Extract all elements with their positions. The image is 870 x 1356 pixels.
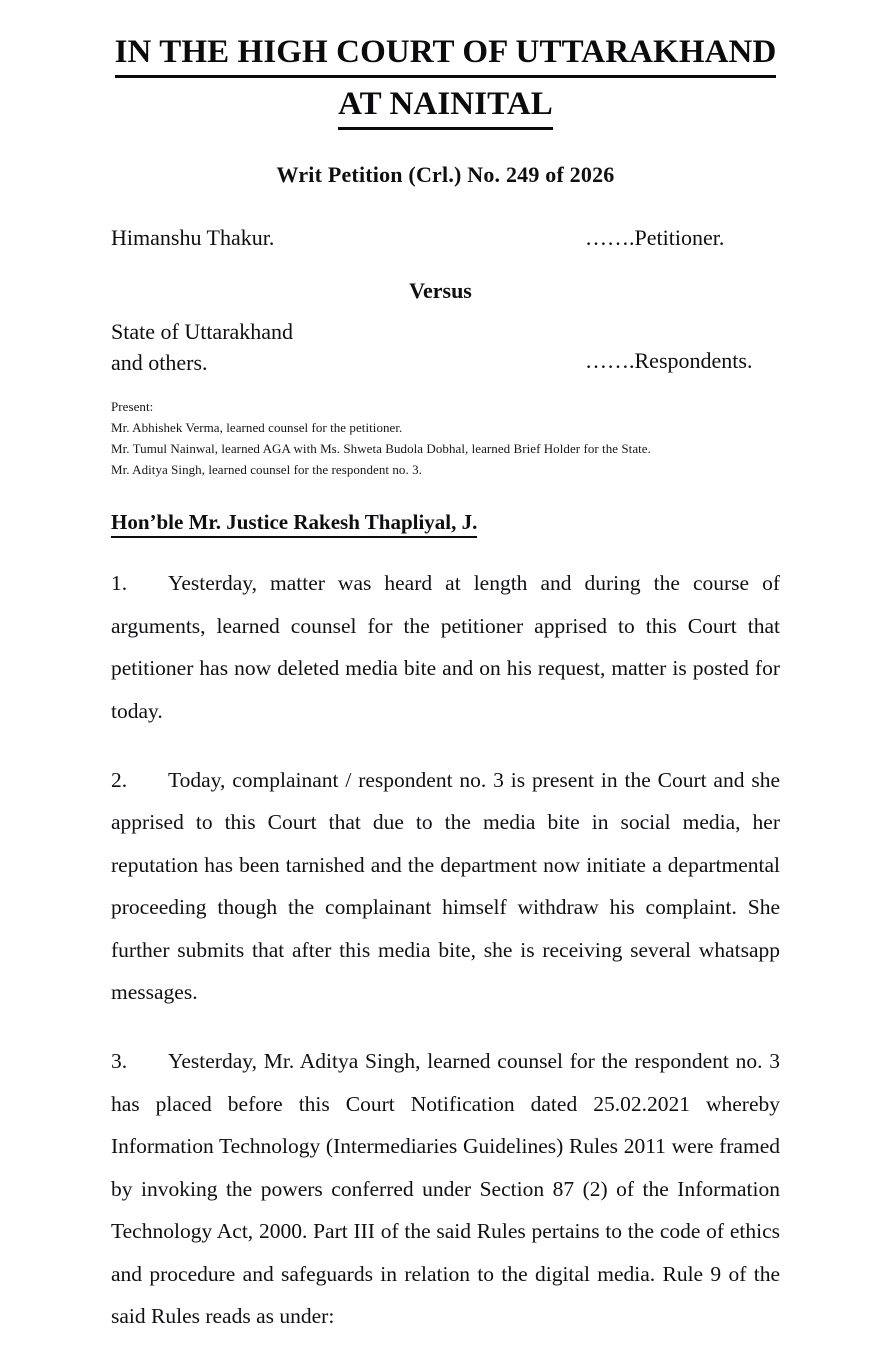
paragraph-number: 1. [111,571,128,596]
respondent-row [111,304,780,378]
paragraph-2 [111,733,780,1014]
judge-heading [111,480,780,538]
paragraph-text: Today, complainant / respondent no. 3 is present in the Court and she apprised to this Court that due to the media bite in social media, her reputation has been tarnished and the department now initiate a departmental proceeding though the complainant himself withdraw his complaint. She further submits that after this media bite, she is receiving several whatsapp messages. [111,767,780,1005]
respondent-role-label: …….Respondents. [585,347,753,373]
case-number: Writ Petition (Crl.) No. 249 of 2026 [276,162,615,188]
court-title-line-2: AT NAINITAL [338,82,553,130]
document-text-column [111,0,780,1356]
versus-label: Versus [409,277,472,303]
present-heading: Present: [111,399,154,415]
paragraph-text: Yesterday, Mr. Aditya Singh, learned counsel for the respondent no. 3 has placed before this Court Notification dated 25.02.2021 whereby Information Technology (Intermediaries Guidelines) Rules 2011 were framed by invoking the powers conferred under Section 87 (2) of the Information Technology Act, 2000. Part III of the said Rules pertains to the code of ethics and procedure and safeguards in relation to the digital media. Rule 9 of the said Rules reads as under: [111,1048,780,1329]
respondent-name-line-2: and others. [111,349,208,375]
paragraph-1 [111,538,780,732]
present-counsel-line: Mr. Abhishek Verma, learned counsel for the petitioner. [111,420,403,436]
petitioner-name: Himanshu Thakur. [111,225,275,251]
paragraph-3 [111,1014,780,1338]
respondent-name-line-1: State of Uttarakhand [111,318,294,344]
present-counsel-line: Mr. Aditya Singh, learned counsel for the respondent no. 3. [111,462,422,478]
paragraph-number: 2. [111,767,128,792]
court-title [111,0,780,130]
paragraph-number: 3. [111,1048,128,1073]
judge-name: Hon’ble Mr. Justice Rakesh Thapliyal, J. [111,510,477,538]
present-counsel-block [111,378,780,480]
petitioner-row [111,188,780,253]
paragraph-text: Yesterday, matter was heard at length and during the course of arguments, learned counsel for the petitioner apprised to this Court that petitioner has now deleted media bite and on his request, matter is posted for today. [111,571,780,724]
petitioner-role-label: …….Petitioner. [585,225,725,251]
present-counsel-line: Mr. Tumul Nainwal, learned AGA with Ms. Shweta Budola Dobhal, learned Brief Holder for the State. [111,441,651,457]
court-title-line-1: IN THE HIGH COURT OF UTTARAKHAND [115,30,777,78]
